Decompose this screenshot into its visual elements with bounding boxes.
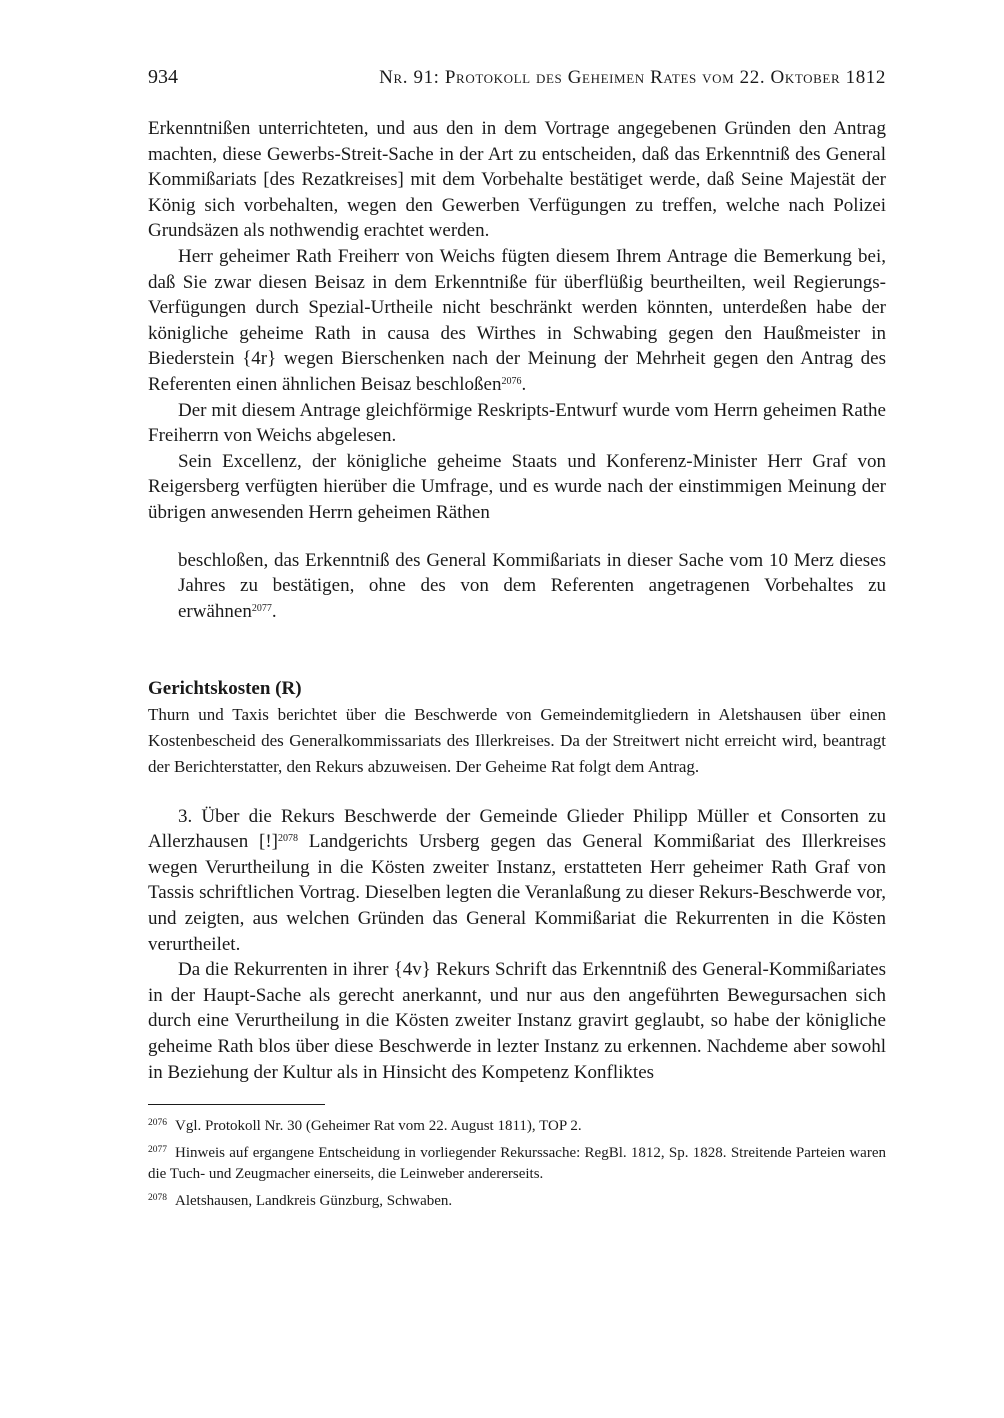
section-summary bbox=[148, 702, 886, 779]
page-number: 934 bbox=[148, 66, 178, 88]
footnote-text: Vgl. Protokoll Nr. 30 (Geheimer Rat vom 22. August 1811), TOP 2. bbox=[175, 1118, 582, 1135]
running-title: Nr. 91: Protokoll des Geheimen Rates vom 22. Oktober 1812 bbox=[379, 67, 886, 88]
summary-text: Thurn und Taxis berichtet über die Beschwerde von Gemeindemitgliedern in Aletshausen über einen Kostenbescheid des Generalkommissariats des Illerkreises. Da der Streitwert nicht erreicht wird, beantragt der Berichterstatter, den Rekurs abzuweisen. Der Geheime Rat folgt dem Antrag. bbox=[148, 705, 886, 776]
footnote-ref-2077[interactable]: 2077 bbox=[251, 602, 272, 614]
paragraph-4: Sein Excellenz, der königliche geheime Staats und Konferenz-Minister Herr Graf von Reigersberg verfügten hierüber die Umfrage, und es wurde nach der einstimmigen Meinung der übrigen anwesenden Herrn geheimen Räthen bbox=[148, 450, 886, 523]
footnote-text: Aletshausen, Landkreis Günzburg, Schwaben. bbox=[175, 1193, 453, 1210]
footnote-2078: 2078 Aletshausen, Landkreis Günzburg, Schwaben. bbox=[148, 1193, 453, 1210]
main-text bbox=[148, 116, 886, 624]
resolution-text: beschloßen, das Erkenntniß des General Kommißariats in dieser Sache vom 10 Merz dieses Jahres zu bestätigen, ohne des von dem Referenten angetragenen Vorbehaltes zu erwähnen bbox=[178, 549, 886, 622]
paragraph-7: Da die Rekurrenten in ihrer {4v} Rekurs Schrift das Erkenntniß des General-Kommißariates in der Haupt-Sache als gerecht anerkannt, und nur aus den angeführten Bewegursachen sich durch eine Verurtheilung in die Kösten zweiter Instanz gravirt geglaubt, so habe der königliche geheime Rath blos über diese Beschwerde in lezter Instanz zu erkennen. Nachdeme aber sowohl in Beziehung der Kultur als in Hinsicht des Kompetenz Konfliktes bbox=[148, 959, 886, 1083]
paragraph-6-text-b: Landgerichts Ursberg gegen das General Kommißariat des Illerkreises wegen Verurtheilung in die Kösten zweiter Instanz, erstatteten Herr geheimer Rath Graf von Tassis schriftlichen Vortrag. Dieselben legten die Veranlaßung zu dieser Rekurs-Beschwerde vor, und zeigten, aus welchen Gründen das General Kommißariat die Rekurrenten in die Kösten verurtheilet. bbox=[148, 831, 886, 955]
section-heading: Gerichtskosten (R) bbox=[148, 678, 302, 700]
paragraph-3: Der mit diesem Antrage gleichförmige Reskripts-Entwurf wurde vom Herrn geheimen Rathe Freiherrn von Weichs abgelesen. bbox=[148, 399, 886, 447]
footnotes bbox=[148, 1116, 886, 1212]
resolution-block bbox=[178, 548, 886, 625]
paragraph-2 bbox=[148, 244, 886, 398]
document-page bbox=[148, 62, 886, 1218]
footnote-ref-2076[interactable]: 2076 bbox=[501, 375, 522, 387]
footnote-2076: 2076 Vgl. Protokoll Nr. 30 (Geheimer Rat vom 22. August 1811), TOP 2. bbox=[148, 1118, 582, 1135]
resolution-end: . bbox=[271, 600, 277, 622]
paragraph-2-end: . bbox=[521, 373, 527, 395]
footnote-2077: 2077 Hinweis auf ergangene Entscheidung in vorliegender Rekurssache: RegBl. 1812, Sp. 1828. Streitende Parteien waren die Tuch- und Zeugmacher einerseits, die Leinweber andererseits. bbox=[148, 1145, 886, 1183]
footnote-text: Hinweis auf ergangene Entscheidung in vorliegender Rekurssache: RegBl. 1812, Sp. 1828. Streitende Parteien waren die Tuch- und Zeugmacher einerseits, die Leinweber andererseits. bbox=[148, 1145, 886, 1183]
paragraph-1: Erkenntnißen unterrichteten, und aus den in dem Vortrage angegebenen Gründen den Antrag machten, diese Gewerbs-Streit-Sache in der Art zu entscheiden, daß das Erkenntniß des General Kommißariats [des Rezatkreises] mit dem Vorbehalte bestätiget werde, daß Seine Majestät der König sich vorbehalten, wegen den Gewerben Verfügungen zu treffen, welche nach Polizei Grundsäzen als nothwendig erachtet werden. bbox=[148, 118, 886, 242]
footnote-ref-2078[interactable]: 2078 bbox=[277, 833, 298, 845]
paragraph-6-text-a: 3. Über die Rekurs Beschwerde der Gemeinde Glieder Philipp Müller et Consorten zu Allerzhausen [!] bbox=[148, 805, 886, 853]
paragraph-6 bbox=[148, 804, 886, 958]
footnote-divider bbox=[148, 1104, 325, 1105]
page-header bbox=[148, 62, 886, 93]
main-text-continued bbox=[148, 804, 886, 1086]
paragraph-2-text: Herr geheimer Rath Freiherr von Weichs fügten diesem Ihrem Antrage die Bemerkung bei, daß Sie zwar diesen Beisaz in dem Erkenntniße für überflüßig beurtheilten, weil Regierungs-Verfügungen durch Spezial-Urtheile nicht beschränkt werden könnten, unterdeßen habe der königliche geheime Rath in causa des Wirthes in Schwabing gegen den Haußmeister in Biederstein {4r} wegen Bierschenken nach der Meinung der Mehrheit gegen den Antrag des Referenten einen ähnlichen Beisaz beschloßen bbox=[148, 245, 886, 395]
